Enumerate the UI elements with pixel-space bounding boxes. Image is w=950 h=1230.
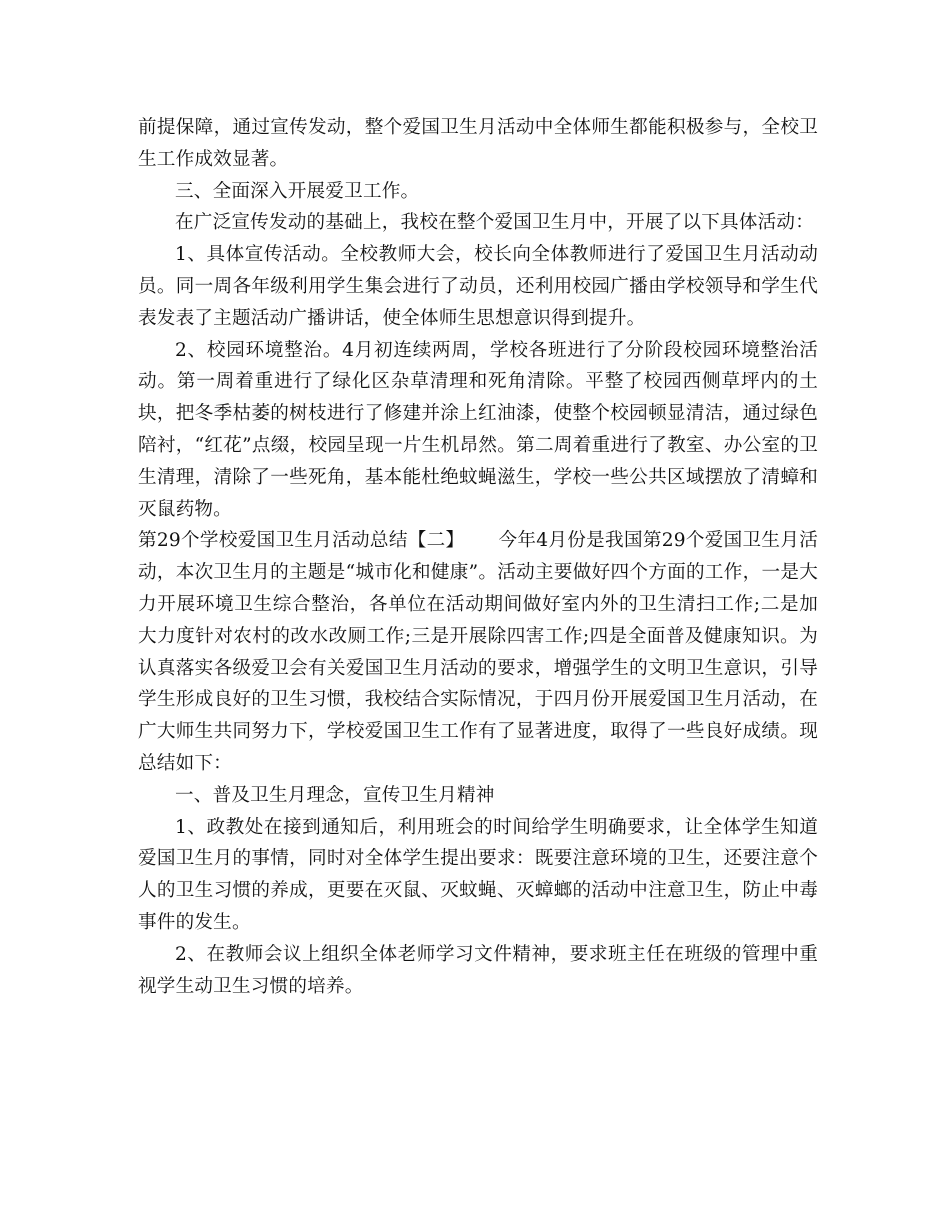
- paragraph-summary-2: [138, 525, 818, 779]
- paragraph-item-2b: 2、在教师会议上组织全体老师学习文件精神，要求班主任在班级的管理中重视学生动卫生习惯的培养。: [138, 943, 818, 997]
- paragraph-item-1b: 1、政教处在接到通知后，利用班会的时间给学生明确要求，让全体学生知道爱国卫生月的事情，同时对全体学生提出要求：既要注意环境的卫生，还要注意个人的卫生习惯的养成，更要在灭鼠、灭蚊蝇、灭蟑螂的活动中注意卫生，防止中毒事件的发生。: [138, 816, 818, 933]
- paragraph-1: 前提保障，通过宣传发动，整个爱国卫生月活动中全体师生都能积极参与，全校卫生工作成效显著。: [138, 117, 818, 170]
- section-heading-1: 一、普及卫生月理念，宣传卫生月精神: [175, 784, 495, 806]
- section-heading-3: 三、全面深入开展爱卫工作。: [175, 180, 420, 202]
- summary-title: 第29个学校爱国卫生月活动总结【二】: [138, 530, 465, 552]
- paragraph-item-2: 2、校园环境整治。4月初连续两周，学校各班进行了分阶段校园环境整治活动。第一周着重进行了绿化区杂草清理和死角清除。平整了校园西侧草坪内的土块，把冬季枯萎的树枝进行了修建并涂上红油漆，使整个校园顿显清洁，通过绿色陪衬，“红花”点缀，校园呈现一片生机昂然。第二周着重进行了教室、办公室的卫生清理，清除了一些死角，基本能杜绝蚊蝇滋生，学校一些公共区域摆放了清蟑和灭鼠药物。: [138, 339, 818, 520]
- paragraph-intro: 在广泛宣传发动的基础上，我校在整个爱国卫生月中，开展了以下具体活动：: [175, 212, 814, 234]
- summary-body: 今年4月份是我国第29个爱国卫生月活动，本次卫生月的主题是“城市化和健康”。活动主要做好四个方面的工作，一是大力开展环境卫生综合整治，各单位在活动期间做好室内外的卫生清扫工作;二是加大力度针对农村的改水改厕工作;三是开展除四害工作;四是全面普及健康知识。为认真落实各级爱卫会有关爱国卫生月活动的要求，增强学生的文明卫生意识，引导学生形成良好的卫生习惯，我校结合实际情况，于四月份开展爱国卫生月活动，在广大师生共同努力下，学校爱国卫生工作有了显著进度，取得了一些良好成绩。现总结如下：: [138, 530, 819, 774]
- paragraph-item-1: 1、具体宣传活动。全校教师大会，校长向全体教师进行了爱国卫生月活动动员。同一周各年级利用学生集会进行了动员，还利用校园广播由学校领导和学生代表发表了主题活动广播讲话，使全体师生思想意识得到提升。: [138, 244, 818, 329]
- document-body: [138, 112, 818, 1002]
